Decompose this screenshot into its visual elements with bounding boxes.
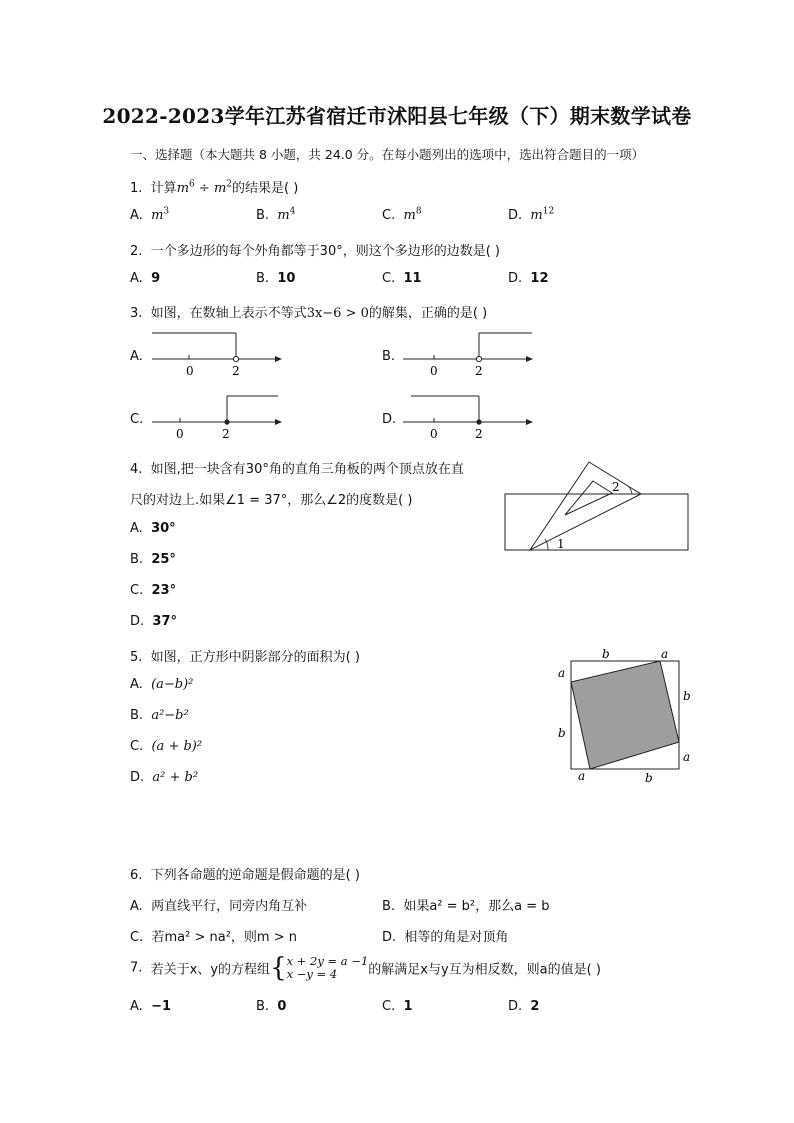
option-a[interactable]: A. bbox=[130, 349, 143, 364]
question-number: 1. bbox=[130, 181, 143, 196]
angle-label: 2 bbox=[612, 480, 620, 494]
option-c[interactable]: C. $m^8$ bbox=[382, 206, 422, 223]
math-exponent: 6 bbox=[189, 179, 195, 190]
number-line-d bbox=[399, 390, 539, 442]
option-a[interactable]: A. $m^3$ bbox=[130, 206, 170, 223]
option-b[interactable]: B. a²−b² bbox=[130, 708, 189, 723]
question-4-cont: 尺的对边上.如果∠1 = 37°，那么∠2的度数是( ) bbox=[130, 493, 413, 508]
option-d[interactable]: D. a² + b² bbox=[130, 770, 199, 785]
question-text: 如图，在数轴上表示不等式 bbox=[150, 306, 307, 321]
option-d[interactable]: D. 相等的角是对顶角 bbox=[382, 930, 509, 945]
open-dot bbox=[233, 356, 238, 361]
option-b[interactable]: B. $m^4$ bbox=[256, 206, 296, 223]
equation-system bbox=[287, 955, 369, 981]
square-figure bbox=[552, 644, 702, 788]
brace: { bbox=[270, 953, 287, 983]
option-d[interactable]: D. $m^{12}$ bbox=[508, 206, 555, 223]
option-c[interactable]: C. 1 bbox=[382, 999, 413, 1014]
question-6 bbox=[130, 864, 360, 883]
option-c[interactable]: C. bbox=[130, 412, 144, 427]
closed-dot bbox=[224, 419, 229, 424]
question-text: 若关于x、y的方程组 bbox=[150, 962, 271, 978]
option-c[interactable]: C. (a + b)² bbox=[130, 739, 203, 754]
number-line-b bbox=[399, 328, 539, 380]
triangle-ruler-outer bbox=[530, 462, 641, 550]
section-heading: 一、选择题（本大题共 8 小题，共 24.0 分。在每小题列出的选项中，选出符合题目的一项） bbox=[130, 147, 645, 162]
number-line-a bbox=[148, 328, 288, 380]
option-c[interactable]: C. 11 bbox=[382, 271, 422, 286]
question-text: 下列各命题的逆命题是假命题的是( ) bbox=[150, 868, 360, 883]
tick-label: 0 bbox=[186, 364, 194, 378]
tick-label: 2 bbox=[475, 364, 483, 378]
angle-label: 1 bbox=[557, 537, 565, 551]
option-c[interactable]: C. 若ma² > na²，则m > n bbox=[130, 930, 297, 945]
tick-label: 2 bbox=[232, 364, 240, 378]
question-text: 的解集，正确的是( ) bbox=[368, 306, 488, 321]
question-4 bbox=[130, 458, 464, 477]
tick-label: 0 bbox=[176, 427, 184, 441]
option-d[interactable]: D. 2 bbox=[508, 999, 540, 1014]
question-text: 如图，正方形中阴影部分的面积为( ) bbox=[150, 650, 360, 665]
option-c[interactable]: C. 23° bbox=[130, 583, 177, 598]
math-term: m bbox=[213, 181, 227, 196]
option-a[interactable]: A. 两直线平行，同旁内角互补 bbox=[130, 899, 308, 914]
question-number: 5. bbox=[130, 650, 143, 665]
option-d[interactable]: D. 37° bbox=[130, 614, 178, 629]
question-text: 的解满足x与y互为相反数，则a的值是( ) bbox=[368, 962, 601, 978]
side-label: b bbox=[558, 726, 566, 740]
shaded-square bbox=[571, 661, 679, 769]
option-b[interactable]: B. bbox=[382, 349, 396, 364]
question-number: 7. bbox=[130, 960, 143, 976]
question-number: 4. bbox=[130, 462, 143, 477]
option-a[interactable]: A. (a−b)² bbox=[130, 677, 194, 692]
open-dot bbox=[476, 356, 481, 361]
math-operator: ÷ bbox=[198, 181, 210, 196]
option-d[interactable]: D. 12 bbox=[508, 271, 549, 286]
option-b[interactable]: B. 25° bbox=[130, 552, 176, 567]
option-b[interactable]: B. 10 bbox=[256, 271, 296, 286]
tick-label: 2 bbox=[222, 427, 230, 441]
option-b[interactable]: B. 0 bbox=[256, 999, 287, 1014]
ruler-triangle-figure bbox=[500, 455, 700, 559]
question-text: 一个多边形的每个外角都等于30°，则这个多边形的边数是( ) bbox=[150, 244, 500, 259]
side-label: a bbox=[578, 769, 586, 783]
option-a[interactable]: A. 30° bbox=[130, 521, 176, 536]
question-number: 6. bbox=[130, 868, 143, 883]
side-label: b bbox=[602, 647, 610, 661]
side-label: a bbox=[683, 750, 691, 764]
page-title: 2022-2023学年江苏省宿迁市沭阳县七年级（下）期末数学试卷 bbox=[102, 104, 692, 128]
tick-label: 2 bbox=[475, 427, 483, 441]
option-a[interactable]: A. 9 bbox=[130, 271, 161, 286]
question-number: 3. bbox=[130, 306, 143, 321]
question-text: 的结果是( ) bbox=[232, 181, 299, 196]
option-d[interactable]: D. bbox=[382, 412, 397, 427]
tick-label: 0 bbox=[430, 427, 438, 441]
question-3 bbox=[130, 302, 487, 321]
question-text: 计算 bbox=[150, 181, 177, 196]
tick-label: 0 bbox=[430, 364, 438, 378]
question-7 bbox=[130, 955, 601, 981]
closed-dot bbox=[476, 419, 481, 424]
math-exponent: 2 bbox=[226, 179, 232, 190]
option-b[interactable]: B. 如果a² = b²，那么a = b bbox=[382, 899, 550, 914]
side-label: b bbox=[645, 771, 653, 785]
question-number: 2. bbox=[130, 244, 143, 259]
inequality: 3x−6 > 0 bbox=[306, 306, 369, 321]
math-term: m bbox=[176, 181, 190, 196]
question-5 bbox=[130, 646, 360, 665]
equation-1: x + 2y = a −1 bbox=[286, 954, 369, 968]
question-text: 如图,把一块含有30°角的直角三角板的两个顶点放在直 bbox=[150, 462, 464, 477]
question-2 bbox=[130, 240, 500, 259]
side-label: b bbox=[683, 689, 691, 703]
side-label: a bbox=[661, 647, 669, 661]
equation-2: x −y = 4 bbox=[286, 967, 338, 981]
number-line-c bbox=[148, 390, 288, 442]
side-label: a bbox=[558, 666, 566, 680]
question-1 bbox=[130, 177, 298, 196]
option-a[interactable]: A. −1 bbox=[130, 999, 172, 1014]
